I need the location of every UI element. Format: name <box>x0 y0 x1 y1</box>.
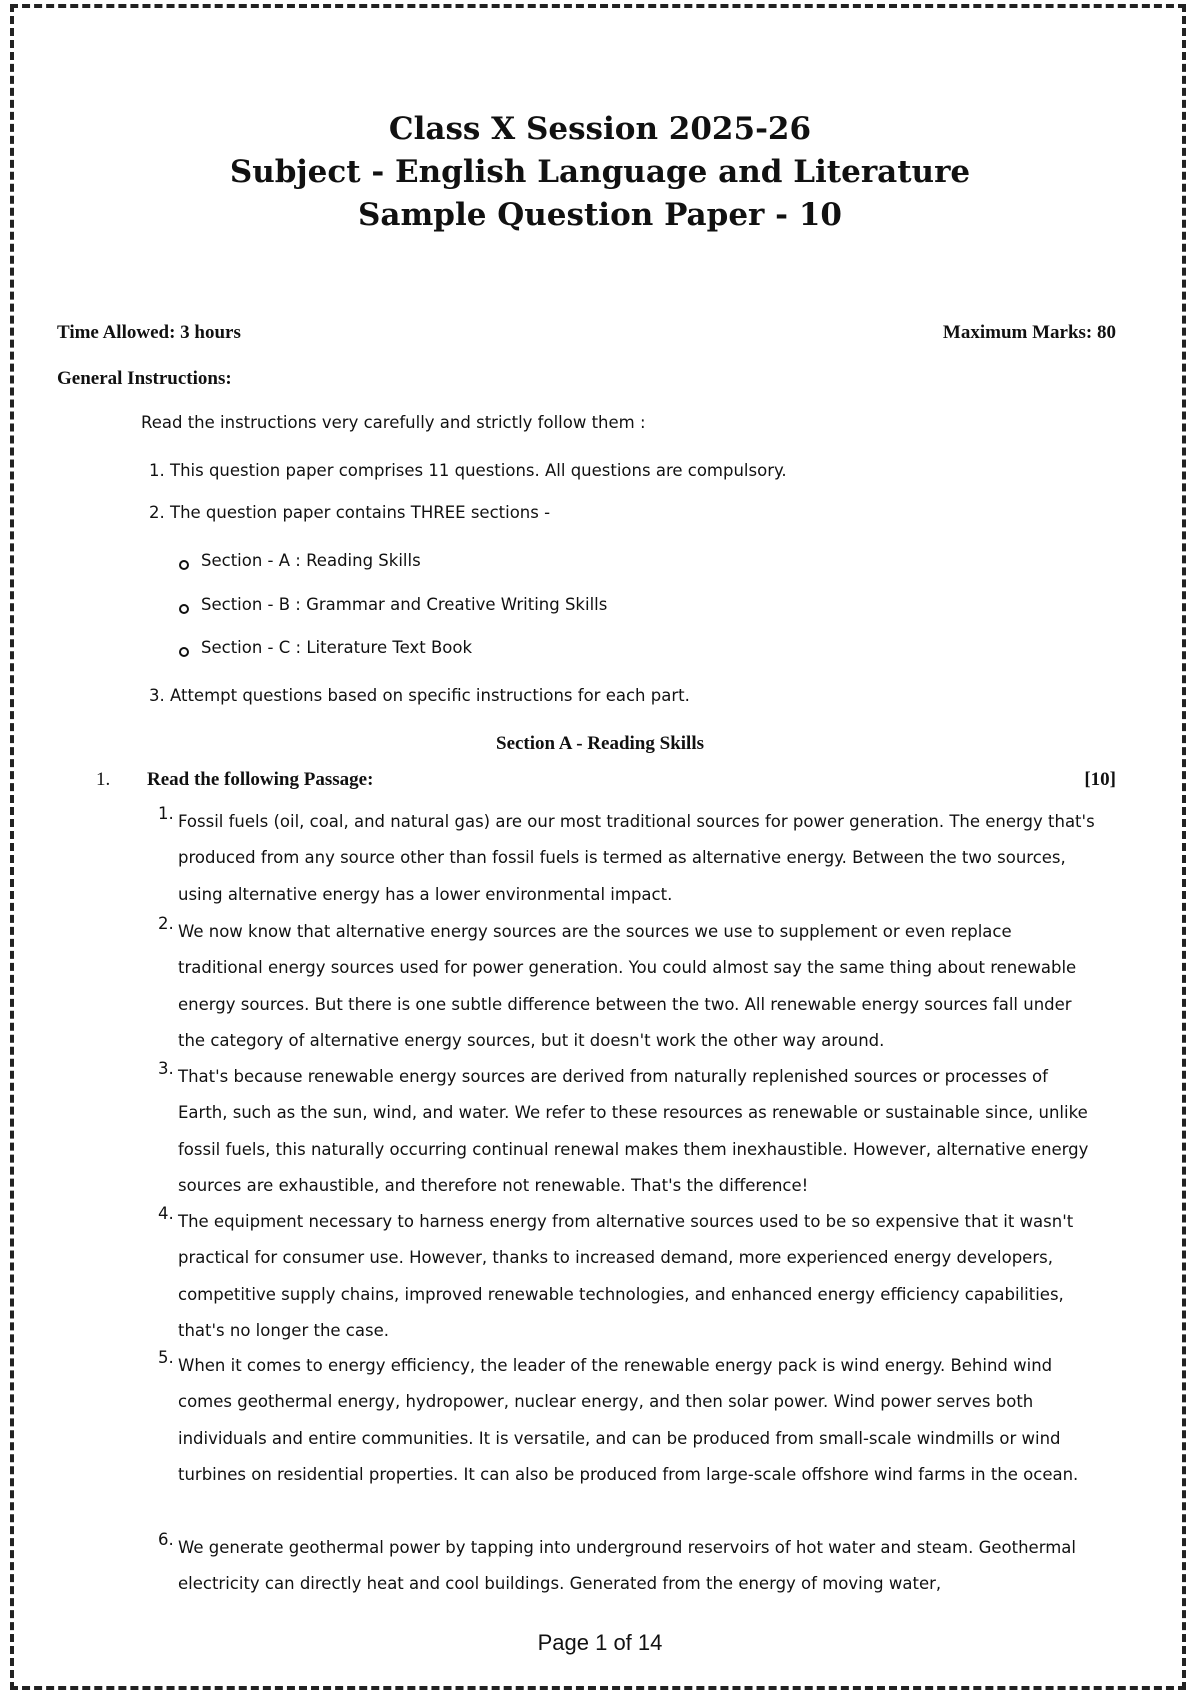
passage-paragraph <box>158 1530 1098 1603</box>
bullet-icon <box>179 647 189 657</box>
page-number-footer: Page 1 of 14 <box>537 1630 663 1655</box>
maximum-marks: Maximum Marks: 80 <box>942 322 1116 343</box>
general-instructions-heading: General Instructions: <box>57 368 232 389</box>
paragraph-number: 5. <box>158 1348 174 1367</box>
question-text: Read the following Passage: <box>147 769 374 790</box>
paragraph-text: We generate geothermal power by tapping into underground reservoirs of hot water and steam. Geothermal electricity can directly heat and cool buildings. Generated from the energy of moving water, <box>178 1538 1076 1594</box>
class-session-title: Class X Session 2025-26 <box>388 111 812 147</box>
passage-paragraph <box>158 1348 1098 1494</box>
paragraph-number: 6. <box>158 1530 174 1549</box>
time-allowed: Time Allowed: 3 hours <box>57 322 241 343</box>
passage-paragraph <box>158 914 1098 1060</box>
passage-paragraph <box>158 1204 1098 1350</box>
paragraph-text: Fossil fuels (oil, coal, and natural gas) are our most traditional sources for power generation. The energy that's produced from any source other than fossil fuels is termed as alternative energy. Between the two sources, using alternative energy has a lower environmental impact. <box>178 812 1095 904</box>
paragraph-number: 4. <box>158 1204 174 1223</box>
paragraph-number: 3. <box>158 1059 174 1078</box>
section-list-item: Section - C : Literature Text Book <box>201 638 473 657</box>
instruction-item-1: 1. This question paper comprises 11 questions. All questions are compulsory. <box>149 461 787 480</box>
paragraph-number: 1. <box>158 804 174 823</box>
paragraph-text: When it comes to energy efficiency, the leader of the renewable energy pack is wind energy. Behind wind comes geothermal energy, hydropower, nuclear energy, and then solar power. Wind power serves both individuals and entire communities. It is versatile, and can be produced from small-scale windmills or wind turbines on residential properties. It can also be produced from large-scale offshore wind farms in the ocean. <box>178 1356 1079 1485</box>
section-list-item: Section - B : Grammar and Creative Writing Skills <box>201 595 608 614</box>
instruction-item-3: 3. Attempt questions based on specific instructions for each part. <box>149 686 690 705</box>
instructions-intro: Read the instructions very carefully and strictly follow them : <box>141 413 646 432</box>
paragraph-number: 2. <box>158 914 174 933</box>
instruction-item-2: 2. The question paper contains THREE sections - <box>149 503 551 522</box>
paragraph-text: That's because renewable energy sources are derived from naturally replenished sources or processes of Earth, such as the sun, wind, and water. We refer to these resources as renewable or sustainable since, unlike fossil fuels, this naturally occurring continual renewal makes them inexhaustible. However, alternative energy sources are exhaustible, and therefore not renewable. That's the difference! <box>178 1067 1089 1196</box>
paper-title: Sample Question Paper - 10 <box>358 197 842 233</box>
passage-paragraph <box>158 1059 1098 1205</box>
paper-header <box>0 108 1200 237</box>
question-marks: [10] <box>1084 769 1116 790</box>
section-list-item: Section - A : Reading Skills <box>201 551 421 570</box>
bullet-icon <box>179 604 189 614</box>
paragraph-text: We now know that alternative energy sources are the sources we use to supplement or even replace traditional energy sources used for power generation. You could almost say the same thing about renewable energy sources. But there is one subtle difference between the two. All renewable energy sources fall under the category of alternative energy sources, but it doesn't work the other way around. <box>178 922 1077 1051</box>
paragraph-text: The equipment necessary to harness energy from alternative sources used to be so expensive that it wasn't practical for consumer use. However, thanks to increased demand, more experienced energy developers, competitive supply chains, improved renewable technologies, and enhanced energy efficiency capabilities, that's no longer the case. <box>178 1212 1074 1341</box>
section-a-title: Section A - Reading Skills <box>496 733 704 754</box>
question-number: 1. <box>96 769 111 790</box>
passage-paragraph <box>158 804 1098 913</box>
subject-title: Subject - English Language and Literature <box>229 154 971 190</box>
bullet-icon <box>179 560 189 570</box>
